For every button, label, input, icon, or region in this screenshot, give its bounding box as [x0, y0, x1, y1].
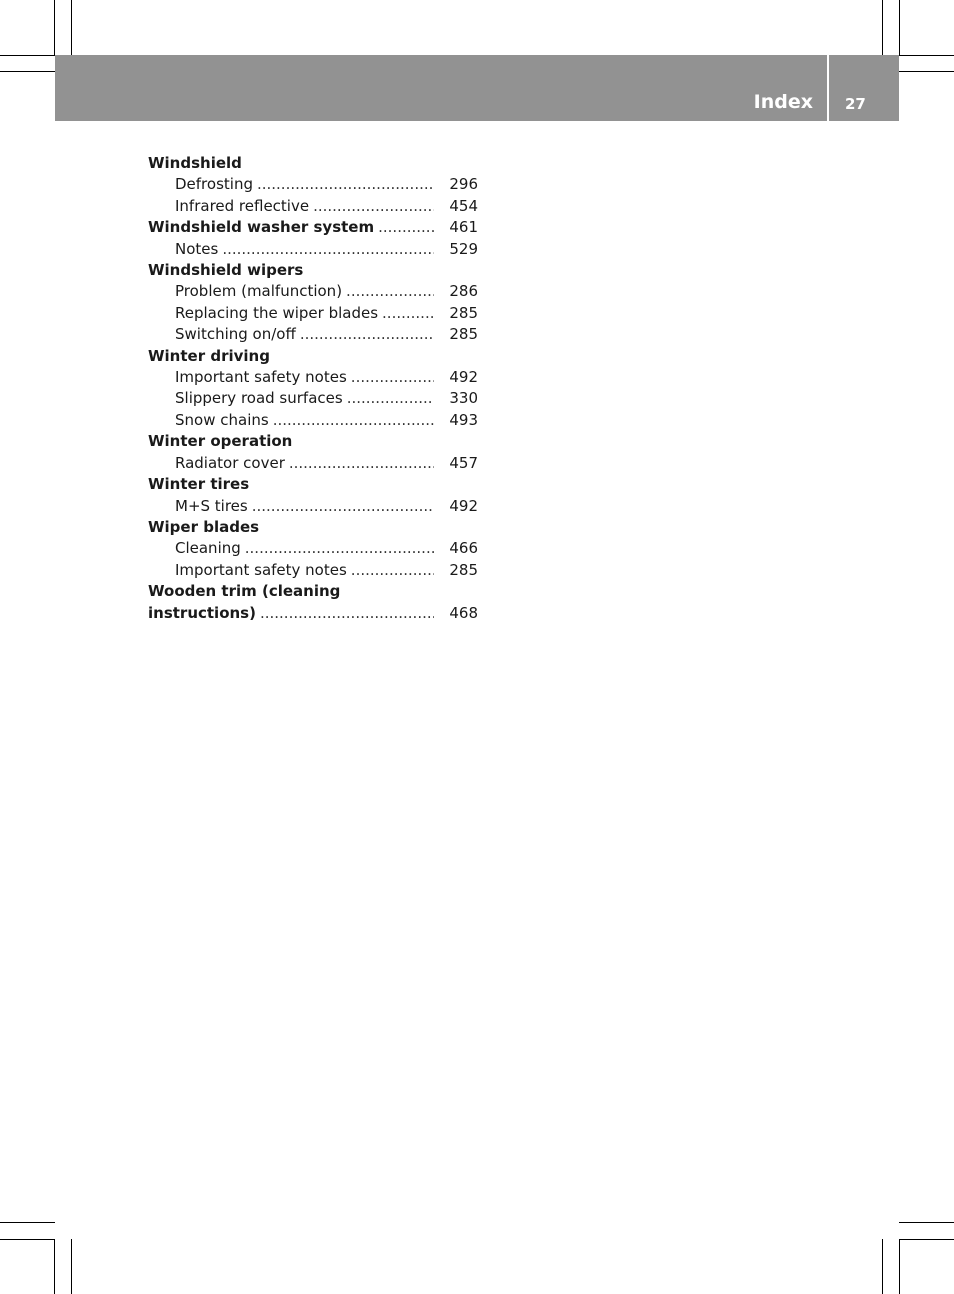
index-page-ref: 285 [449, 303, 478, 322]
index-heading [148, 153, 478, 174]
index-term: Defrosting [175, 175, 253, 194]
index-term: Radiator cover [175, 453, 285, 472]
index-page-ref: 466 [449, 539, 478, 558]
index-subentry [148, 388, 478, 409]
crop-mark [899, 0, 900, 55]
index-page-ref: 285 [449, 560, 478, 579]
index-page-ref: 461 [449, 218, 478, 237]
dot-leader [245, 538, 434, 559]
index-heading [148, 581, 478, 602]
index-page-ref: 468 [449, 603, 478, 622]
index-heading [148, 217, 478, 238]
crop-mark [54, 1239, 55, 1294]
crop-mark [0, 1222, 55, 1223]
index-subentry [148, 281, 478, 302]
index-subentry [148, 196, 478, 217]
crop-mark [54, 0, 55, 55]
index-list [148, 153, 478, 624]
index-term: Problem (malfunction) [175, 282, 343, 301]
index-term: Cleaning [175, 539, 241, 558]
dot-leader [382, 303, 434, 324]
index-term: Important safety notes [175, 560, 347, 579]
dot-leader [347, 388, 434, 409]
dot-leader [252, 496, 434, 517]
index-subentry [148, 538, 478, 559]
index-subentry [148, 174, 478, 195]
dot-leader [313, 196, 434, 217]
index-term: Important safety notes [175, 368, 347, 387]
index-subentry [148, 496, 478, 517]
dot-leader [351, 367, 434, 388]
header-bar [55, 55, 827, 121]
index-term: Snow chains [175, 410, 269, 429]
index-term: Notes [175, 239, 219, 258]
index-term: Slippery road surfaces [175, 389, 343, 408]
index-term: Windshield [148, 154, 242, 172]
index-page-ref: 529 [449, 239, 478, 258]
crop-mark [0, 1239, 55, 1240]
crop-mark [71, 0, 72, 55]
index-term: Winter operation [148, 432, 293, 451]
index-heading [148, 517, 478, 538]
crop-mark [882, 1239, 883, 1294]
dot-leader [257, 174, 434, 195]
page-number: 27 [845, 95, 866, 113]
crop-mark [0, 71, 55, 72]
index-term: Replacing the wiper blades [175, 303, 379, 322]
crop-mark [899, 1239, 954, 1240]
index-term: Infrared reflective [175, 196, 310, 215]
crop-mark [882, 0, 883, 55]
crop-mark [71, 1239, 72, 1294]
index-page-ref: 492 [449, 496, 478, 515]
index-subentry [148, 410, 478, 431]
index-term: Windshield washer system [148, 218, 375, 237]
index-page-ref: 330 [449, 389, 478, 408]
dot-leader [289, 453, 434, 474]
crop-mark [899, 55, 954, 56]
dot-leader [351, 560, 434, 581]
index-subentry [148, 560, 478, 581]
index-term: Winter tires [148, 475, 250, 494]
index-subentry [148, 453, 478, 474]
index-page-ref: 296 [449, 175, 478, 194]
index-subentry [148, 303, 478, 324]
dot-leader [260, 603, 434, 624]
dot-leader [378, 217, 434, 238]
index-page-ref: 454 [449, 196, 478, 215]
index-page-ref: 285 [449, 325, 478, 344]
section-title: Index [753, 91, 813, 113]
index-term: Switching on/off [175, 325, 296, 344]
index-page-ref: 457 [449, 453, 478, 472]
index-page-ref: 492 [449, 368, 478, 387]
index-heading [148, 603, 478, 624]
index-subentry [148, 324, 478, 345]
dot-leader [273, 410, 434, 431]
index-heading [148, 474, 478, 495]
index-term: Wooden trim (cleaning [148, 582, 341, 601]
index-term: Winter driving [148, 346, 270, 365]
crop-mark [899, 1239, 900, 1294]
crop-mark [899, 71, 954, 72]
index-subentry [148, 239, 478, 260]
crop-mark [899, 1222, 954, 1223]
index-page-ref: 286 [449, 282, 478, 301]
index-heading [148, 260, 478, 281]
index-term: instructions) [148, 603, 256, 622]
dot-leader [300, 324, 434, 345]
crop-mark [0, 55, 55, 56]
dot-leader [346, 281, 434, 302]
index-term: M+S tires [175, 496, 248, 515]
dot-leader [222, 239, 434, 260]
index-heading [148, 346, 478, 367]
page-number-box [829, 55, 899, 121]
index-page-ref: 493 [449, 410, 478, 429]
index-term: Windshield wipers [148, 261, 304, 280]
index-term: Wiper blades [148, 517, 260, 536]
index-subentry [148, 367, 478, 388]
index-heading [148, 431, 478, 452]
